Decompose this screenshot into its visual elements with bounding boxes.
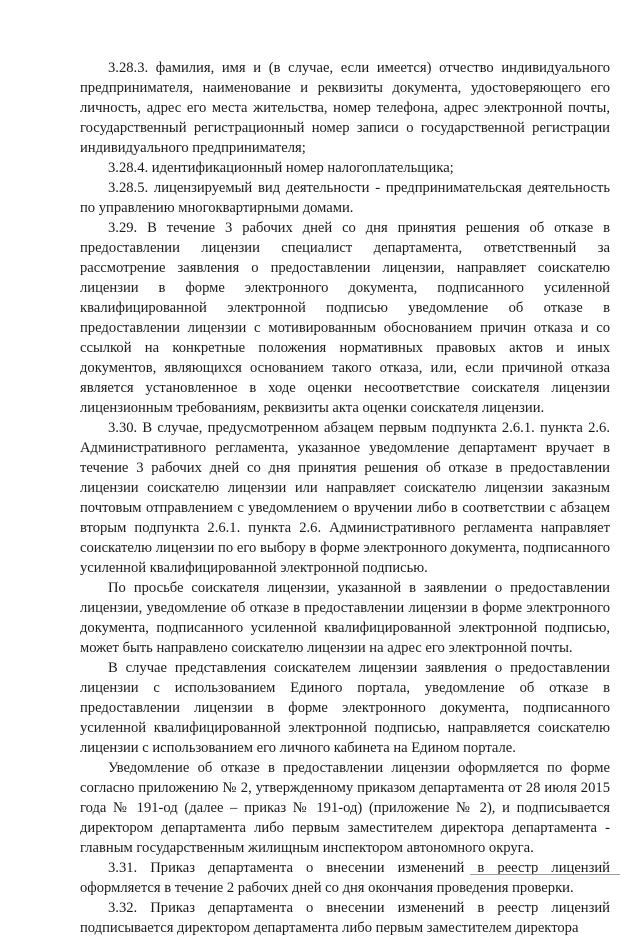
paragraph-3-29: 3.29. В течение 3 рабочих дней со дня принятия решения об отказе в предоставлении лицензии специалист департамента, ответственный за рассмотрение заявления о предоставлении лицензии, направляет соискателю лицензии в форме электронного документа, подписанного усиленной квалифицированной электронной подписью уведомление об отказе в предоставлении лицензии с мотивированным обоснованием причин отказа и со ссылкой на конкретные положения нормативных правовых актов и иных документов, являющихся основанием такого отказа, или, если причиной отказа является установленное в ходе оценки несоответствие соискателя лицензии лицензионным требованиям, реквизиты акта оценки соискателя лицензии. xyxy=(80,220,610,416)
page-bottom-rule xyxy=(470,874,620,875)
paragraph-3-32: 3.32. Приказ департамента о внесении изменений в реестр лицензий подписывается директором департамента либо первым заместителем директора xyxy=(80,900,610,936)
paragraph-3-30-email: По просьбе соискателя лицензии, указанной в заявлении о предоставлении лицензии, уведомление об отказе в предоставлении лицензии в форме электронного документа, подписанного усиленной квалифицированной электронной подписью, может быть направлено соискателю лицензии на адрес его электронной почты. xyxy=(80,580,610,656)
paragraph-3-31: 3.31. Приказ департамента о внесении изменений в реестр лицензий оформляется в течение 2 рабочих дней со дня окончания проведения проверки. xyxy=(80,860,610,896)
paragraph-3-30: 3.30. В случае, предусмотренном абзацем первым подпункта 2.6.1. пункта 2.6. Административного регламента, указанное уведомление департамент вручает в течение 3 рабочих дней со дня принятия решения об отказе в предоставлении лицензии соискателю лицензии или направляет соискателю лицензии заказным почтовым отправлением с уведомлением о вручении либо в соответствии с абзацем вторым подпункта 2.6.1. пункта 2.6. Административного регламента направляет соискателю лицензии по его выбору в форме электронного документа, подписанного усиленной квалифицированной электронной подписью. xyxy=(80,420,610,576)
paragraph-3-30-portal: В случае представления соискателем лицензии заявления о предоставлении лицензии с использованием Единого портала, уведомление об отказе в предоставлении лицензии в форме электронного документа, подписанного усиленной квалифицированной электронной подписью, направляется соискателю лицензии с использованием его личного кабинета на Едином портале. xyxy=(80,660,610,756)
paragraph-3-30-form: Уведомление об отказе в предоставлении лицензии оформляется по форме согласно приложению № 2, утвержденному приказом департамента от 28 июля 2015 года № 191-од (далее – приказ № 191-од) (приложение № 2), и подписывается директором департамента либо первым заместителем директора департамента - главным государственным жилищным инспектором автономного округа. xyxy=(80,760,610,856)
paragraph-3-28-3: 3.28.3. фамилия, имя и (в случае, если имеется) отчество индивидуального предпринимателя, наименование и реквизиты документа, удостоверяющего его личность, адрес его места жительства, номер телефона, адрес электронной почты, государственный регистрационный номер записи о государственной регистрации индивидуального предпринимателя; xyxy=(80,60,610,156)
paragraph-3-28-4: 3.28.4. идентификационный номер налогоплательщика; xyxy=(108,160,454,176)
paragraph-3-28-5: 3.28.5. лицензируемый вид деятельности - предпринимательская деятельность по управлению многоквартирными домами. xyxy=(80,180,610,216)
document-body xyxy=(80,58,610,938)
